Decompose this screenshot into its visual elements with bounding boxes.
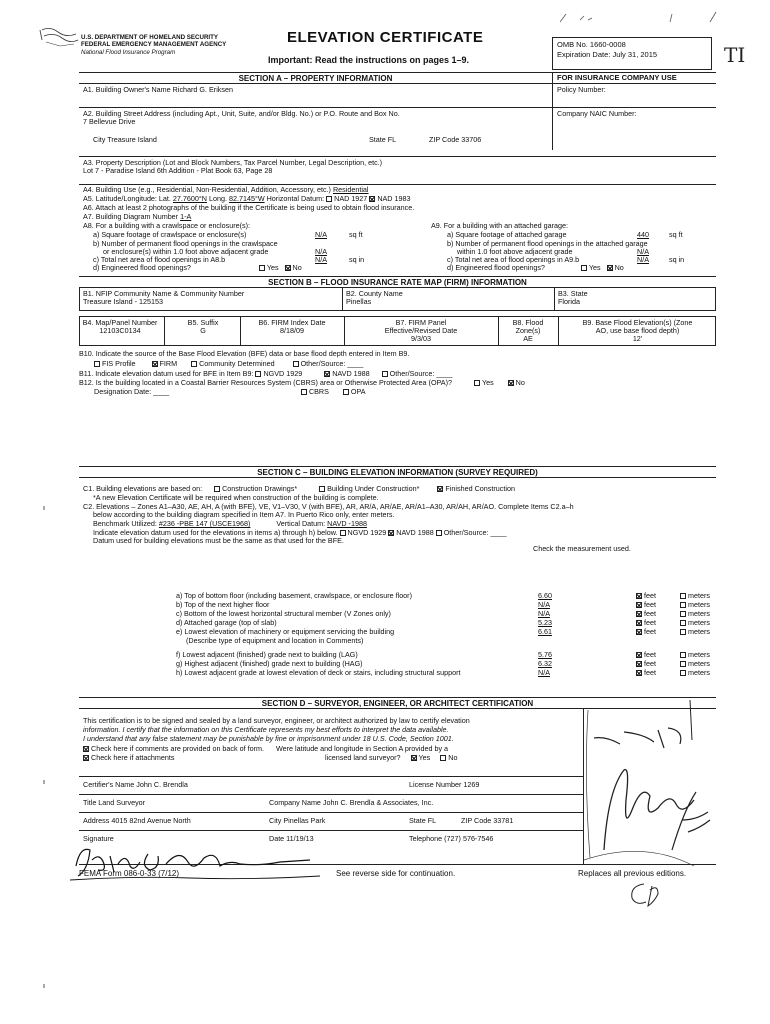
- b1-value: Treasure Island - 125153: [83, 297, 164, 306]
- under-construction-checkbox[interactable]: [319, 486, 325, 492]
- c2-item-meters-option: meters: [680, 660, 710, 668]
- a9c-line: c) Total net area of flood openings in A9.b: [447, 255, 580, 264]
- c2-other-checkbox[interactable]: [436, 530, 442, 536]
- indicate-datum-line: Indicate elevation datum used for the elevations in items a) through h) below. NGVD 1929 NAVD 1988 Other/Source: ____: [93, 528, 507, 537]
- benchmark-line: Benchmark Utilized: #236 -PBE 147 (USCE1968) Vertical Datum: NAVD -1988: [93, 519, 367, 528]
- b9-value: 12': [632, 334, 643, 343]
- zip-value: ZIP Code 33706: [429, 135, 482, 144]
- certifier-address: Address 4015 82nd Avenue North: [83, 816, 191, 825]
- signature-date: Date 11/19/13: [269, 834, 314, 843]
- section-b-header-row: [79, 276, 716, 287]
- certifier-name: Certifier's Name John C. Brendla: [83, 780, 188, 789]
- a8b-line-2: or enclosure(s) within 1.0 foot above adjacent grade: [103, 247, 269, 256]
- firm-checkbox[interactable]: [152, 361, 158, 367]
- c2-item-feet-option: feet: [636, 592, 656, 600]
- opa-checkbox[interactable]: [343, 389, 349, 395]
- top-handwriting-marks: [560, 8, 720, 28]
- section-c-header-row: [79, 466, 716, 477]
- a8c-unit: sq in: [349, 255, 365, 264]
- a8c-value: N/A: [315, 255, 327, 264]
- section-a-title: SECTION A – PROPERTY INFORMATION: [238, 74, 393, 83]
- finished-construction-checkbox[interactable]: [437, 486, 443, 492]
- a3-label: A3. Property Description (Lot and Block Numbers, Tax Parcel Number, Legal Description, etc.): [83, 158, 383, 167]
- b7-label-2: Effective/Revised Date: [384, 326, 458, 335]
- attachments-checkbox[interactable]: [83, 755, 89, 761]
- a9d-yes-checkbox[interactable]: [581, 265, 587, 271]
- a4-a9-block: [79, 184, 716, 272]
- page-title: ELEVATION CERTIFICATE: [287, 29, 484, 46]
- c2-line-2: below according to the building diagram specified in Item A7. In Puerto Rico only, enter meters.: [93, 510, 395, 519]
- feet-checkbox[interactable]: [636, 620, 642, 626]
- handwritten-signature-icon: [70, 836, 330, 886]
- a8-line: A8. For a building with a crawlspace or enclosure(s):: [83, 221, 250, 230]
- omb-box: [552, 37, 712, 70]
- c2-item-feet-option: feet: [636, 628, 656, 636]
- c2-item-feet-option: feet: [636, 651, 656, 659]
- a9b-value: N/A: [637, 247, 649, 256]
- company-name: Company Name John C. Brendla & Associates, Inc.: [269, 798, 434, 807]
- b10-options: FIS Profile FIRM Community Determined Other/Source: ____: [94, 360, 363, 368]
- c2-item-label: c) Bottom of the lowest horizontal structural member (V Zones only): [176, 609, 391, 618]
- city-row: [79, 135, 716, 149]
- community-determined-checkbox[interactable]: [191, 361, 197, 367]
- naic-number-label: Company NAIC Number:: [557, 109, 637, 118]
- datum-note: Datum used for building elevations must be the same as that used for the BFE.: [93, 536, 344, 545]
- certifier-telephone: Telephone (727) 576-7546: [409, 834, 494, 843]
- a8d-yes-checkbox[interactable]: [259, 265, 265, 271]
- cbrs-checkbox[interactable]: [301, 389, 307, 395]
- c2-item-meters-option: meters: [680, 592, 710, 600]
- c1-note: *A new Elevation Certificate will be required when construction of the building is complete.: [93, 493, 379, 502]
- b6-label: B6. FIRM Index Date: [258, 318, 326, 327]
- meters-checkbox[interactable]: [680, 670, 686, 676]
- important-note: Important: Read the instructions on pages 1–9.: [268, 55, 470, 65]
- agency-line-2: FEDERAL EMERGENCY MANAGEMENT AGENCY: [81, 41, 227, 49]
- b12-designation: Designation Date: ____ CBRS OPA: [94, 387, 366, 396]
- policy-number-label: Policy Number:: [557, 85, 606, 94]
- certifier-state: State FL: [409, 816, 437, 825]
- c2-item-label: e) Lowest elevation of machinery or equipment servicing the building: [176, 627, 395, 636]
- surveyor-yes-checkbox[interactable]: [411, 755, 417, 761]
- cert-text-2: information. I certify that the information on this Certificate represents my best efforts to interpret the data available.: [83, 725, 449, 734]
- b12-yes-checkbox[interactable]: [474, 380, 480, 386]
- certifier-name-row: [79, 776, 583, 794]
- a9-line: A9. For a building with an attached garage:: [431, 221, 569, 230]
- b12-no-checkbox[interactable]: [508, 380, 514, 386]
- meters-checkbox[interactable]: [680, 652, 686, 658]
- comments-check-line: Check here if comments are provided on back of form. Were latitude and longitude in Section A provided by a: [83, 745, 448, 753]
- c2-item-meters-option: meters: [680, 651, 710, 659]
- c2-item-row: [158, 669, 770, 678]
- a7-line: A7. Building Diagram Number 1-A: [83, 212, 192, 221]
- c2-item-value: 5.23: [538, 618, 552, 627]
- c2-item-row: [158, 637, 770, 646]
- a9a-value: 440: [637, 230, 649, 239]
- a9a-unit: sq ft: [669, 230, 683, 239]
- c2-item-feet-option: feet: [636, 601, 656, 609]
- a8d-no-checkbox[interactable]: [285, 265, 291, 271]
- meters-checkbox[interactable]: [680, 629, 686, 635]
- c2-item-label: g) Highest adjacent (finished) grade next to building (HAG): [176, 659, 363, 668]
- a8a-unit: sq ft: [349, 230, 363, 239]
- a8a-value: N/A: [315, 230, 327, 239]
- a3-row: [79, 156, 716, 176]
- section-c-title: SECTION C – BUILDING ELEVATION INFORMATION (SURVEY REQUIRED): [257, 468, 538, 477]
- c2-line: C2. Elevations – Zones A1–A30, AE, AH, A (with BFE), VE, V1–V30, V (with BFE), AR, AR/A, AR/AE, AR/A1–A30, AR/AH, AR/AO. Complete Items C2.a–h: [83, 502, 574, 511]
- licensed-surveyor-line: licensed land surveyor? Yes No: [325, 753, 458, 762]
- b10-label: B10. Indicate the source of the Base Flood Elevation (BFE) data or base flood depth entered in Item B9.: [79, 349, 410, 358]
- b9-label: B9. Base Flood Elevation(s) (Zone: [582, 318, 693, 327]
- c2-item-value: N/A: [538, 600, 550, 609]
- b7-value: 9/3/03: [411, 334, 431, 343]
- state-value: State FL: [369, 135, 397, 144]
- left-margin-marks: [30, 20, 50, 1020]
- a8c-line: c) Total net area of flood openings in A8.b: [93, 255, 226, 264]
- b2-value: Pinellas: [346, 297, 372, 306]
- agency-line-1: U.S. DEPARTMENT OF HOMELAND SECURITY: [81, 34, 219, 41]
- section-d-title: SECTION D – SURVEYOR, ENGINEER, OR ARCHITECT CERTIFICATION: [261, 699, 534, 708]
- feet-checkbox[interactable]: [636, 602, 642, 608]
- seal-date: [596, 724, 600, 725]
- continuation-note: See reverse side for continuation.: [336, 869, 456, 878]
- certifier-zip: ZIP Code 33781: [461, 816, 514, 825]
- form-number: FEMA Form 086-0-33 (7/12): [79, 869, 180, 878]
- a8a-line: a) Square footage of crawlspace or enclosure(s): [93, 230, 247, 239]
- surveyor-seal-icon: [584, 700, 724, 870]
- city-value: City Treasure Island: [93, 135, 157, 144]
- b8-label: B8. Flood: [512, 318, 544, 327]
- a9a-line: a) Square footage of attached garage: [447, 230, 567, 239]
- a4-line: A4. Building Use (e.g., Residential, Non-Residential, Addition, Accessory, etc.) Residential: [83, 185, 369, 194]
- initials-mark-icon: [624, 880, 664, 910]
- b9-label-2: AO, use base flood depth): [595, 326, 680, 335]
- c2-item-value: 6.32: [538, 659, 552, 668]
- c1-line: C1. Building elevations are based on: Construction Drawings* Building Under Construction* Finished Construction: [83, 484, 515, 493]
- b7-label: B7. FIRM Panel: [395, 318, 447, 327]
- a9c-value: N/A: [637, 255, 649, 264]
- certifier-city: City Pinellas Park: [269, 816, 326, 825]
- c2-item-label: (Describe type of equipment and location in Comments): [186, 636, 364, 645]
- a6-line: A6. Attach at least 2 photographs of the building if the Certificate is being used to obtain flood insurance.: [83, 203, 415, 212]
- a2-address-label: A2. Building Street Address (including Apt., Unit, Suite, and/or Bldg. No.) or P.O. Route and Box No.: [83, 109, 400, 118]
- signature-label: Signature: [83, 834, 114, 843]
- meters-checkbox[interactable]: [680, 602, 686, 608]
- expiration-date: Expiration Date: July 31, 2015: [557, 50, 658, 60]
- feet-checkbox[interactable]: [636, 611, 642, 617]
- b5-value: G: [200, 326, 206, 335]
- surveyor-no-checkbox[interactable]: [440, 755, 446, 761]
- fis-profile-checkbox[interactable]: [94, 361, 100, 367]
- check-measurement-label: Check the measurement used.: [533, 544, 631, 553]
- nad1983-checkbox[interactable]: [369, 196, 375, 202]
- b11-other-checkbox[interactable]: [382, 371, 388, 377]
- section-c-body: [79, 477, 716, 697]
- a9b-line: b) Number of permanent flood openings in the attached garage: [447, 239, 648, 248]
- license-number: License Number 1269: [409, 780, 480, 789]
- cert-text-1: This certification is to be signed and sealed by a land surveyor, engineer, or architect authorized by law to certify elevation: [83, 716, 470, 725]
- feet-checkbox[interactable]: [636, 670, 642, 676]
- b4-label: B4. Map/Panel Number: [82, 318, 158, 327]
- c2-item-feet-option: feet: [636, 669, 656, 677]
- title-company-row: [79, 794, 583, 812]
- b1-b3-row: [79, 287, 716, 311]
- b11-line: B11. Indicate elevation datum used for BFE in Item B9: NGVD 1929 NAVD 1988 Other/Source: ____: [79, 369, 453, 378]
- comments-checkbox[interactable]: [83, 746, 89, 752]
- section-b-title: SECTION B – FLOOD INSURANCE RATE MAP (FIRM) INFORMATION: [268, 278, 527, 287]
- feet-checkbox[interactable]: [636, 629, 642, 635]
- a1-row: [79, 83, 716, 107]
- c2-item-label: d) Attached garage (top of slab): [176, 618, 277, 627]
- nad1927-checkbox[interactable]: [326, 196, 332, 202]
- a9b-line-2: within 1.0 foot above adjacent grade: [457, 247, 573, 256]
- b1-label: B1. NFIP Community Name & Community Number: [83, 289, 245, 298]
- cert-text-3: I understand that any false statement may be punishable by fine or imprisonment under 18 U.S. Code, Section 1001.: [83, 734, 454, 743]
- c2-item-feet-option: feet: [636, 619, 656, 627]
- b12-line: B12. Is the building located in a Coastal Barrier Resources System (CBRS) area or Otherwise Protected Area (OPA)? Yes No: [79, 378, 525, 387]
- a5-line: A5. Latitude/Longitude: Lat. 27.7600°N Long. 82.7145°W Horizontal Datum: NAD 1927 NAD 1983: [83, 194, 411, 203]
- address-row: [79, 812, 583, 830]
- b4-value: 12103C0134: [99, 326, 141, 335]
- replaces-note: Replaces all previous editions.: [578, 869, 687, 878]
- b3-label: B3. State: [558, 289, 588, 298]
- certifier-title: Title Land Surveyor: [83, 798, 146, 807]
- c2-item-label: a) Top of bottom floor (including basement, crawlspace, or enclosure floor): [176, 591, 412, 600]
- seal-number: [660, 820, 663, 821]
- b4-b9-row: [79, 316, 716, 346]
- b10-other-checkbox[interactable]: [293, 361, 299, 367]
- c2-item-meters-option: meters: [680, 628, 710, 636]
- meters-checkbox[interactable]: [680, 593, 686, 599]
- c2-item-value: 5.76: [538, 650, 552, 659]
- c2-navd-checkbox[interactable]: [388, 530, 394, 536]
- a9d-line: d) Engineered flood openings? Yes No: [447, 263, 624, 272]
- a9c-unit: sq in: [669, 255, 685, 264]
- feet-checkbox[interactable]: [636, 593, 642, 599]
- a1-owner-name: A1. Building Owner's Name Richard G. Eriksen: [83, 85, 233, 94]
- c2-item-label: h) Lowest adjacent grade at lowest elevation of deck or stairs, including structural support: [176, 668, 461, 677]
- c2-item-meters-option: meters: [680, 669, 710, 677]
- c2-item-value: 6.60: [538, 591, 552, 600]
- b11-ngvd-checkbox[interactable]: [255, 371, 261, 377]
- a2-address-value: 7 Bellevue Drive: [83, 117, 136, 126]
- corner-handwritten-note: TI: [724, 43, 746, 67]
- meters-checkbox[interactable]: [680, 611, 686, 617]
- c2-item-label: f) Lowest adjacent (finished) grade next to building (LAG): [176, 650, 358, 659]
- a2-row: [79, 107, 716, 135]
- insurance-use-title: FOR INSURANCE COMPANY USE: [557, 73, 677, 82]
- c2-item-value: N/A: [538, 609, 550, 618]
- c2-item-meters-option: meters: [680, 610, 710, 618]
- a9d-no-checkbox[interactable]: [607, 265, 613, 271]
- b8-label-2: Zone(s): [515, 326, 541, 335]
- meters-checkbox[interactable]: [680, 661, 686, 667]
- feet-checkbox[interactable]: [636, 652, 642, 658]
- omb-number: OMB No. 1660-0008: [557, 40, 626, 49]
- feet-checkbox[interactable]: [636, 661, 642, 667]
- agency-block: [81, 34, 226, 56]
- construction-drawings-checkbox[interactable]: [214, 486, 220, 492]
- c2-item-feet-option: feet: [636, 610, 656, 618]
- b6-value: 8/18/09: [280, 326, 304, 335]
- c2-item-feet-option: feet: [636, 660, 656, 668]
- program-name: National Flood Insurance Program: [81, 48, 176, 56]
- b3-value: Florida: [558, 297, 580, 306]
- c2-item-meters-option: meters: [680, 601, 710, 609]
- c2-item-value: N/A: [538, 668, 550, 677]
- b8-value: AE: [523, 334, 533, 343]
- b11-navd-checkbox[interactable]: [324, 371, 330, 377]
- c2-item-value: 6.61: [538, 627, 552, 636]
- c2-item-meters-option: meters: [680, 619, 710, 627]
- b2-label: B2. County Name: [346, 289, 403, 298]
- a3-value: Lot 7 - Paradise Island 6th Addition - Plat Book 63, Page 28: [83, 166, 273, 175]
- b5-label: B5. Suffix: [187, 318, 219, 327]
- meters-checkbox[interactable]: [680, 620, 686, 626]
- c2-item-label: b) Top of the next higher floor: [176, 600, 270, 609]
- attachments-check-line: Check here if attachments: [83, 754, 175, 762]
- a8b-line: b) Number of permanent flood openings in the crawlspace: [93, 239, 278, 248]
- a8b-value: N/A: [315, 247, 327, 256]
- section-a-header-row: [79, 72, 716, 83]
- a8d-line: d) Engineered flood openings? Yes No: [93, 263, 302, 272]
